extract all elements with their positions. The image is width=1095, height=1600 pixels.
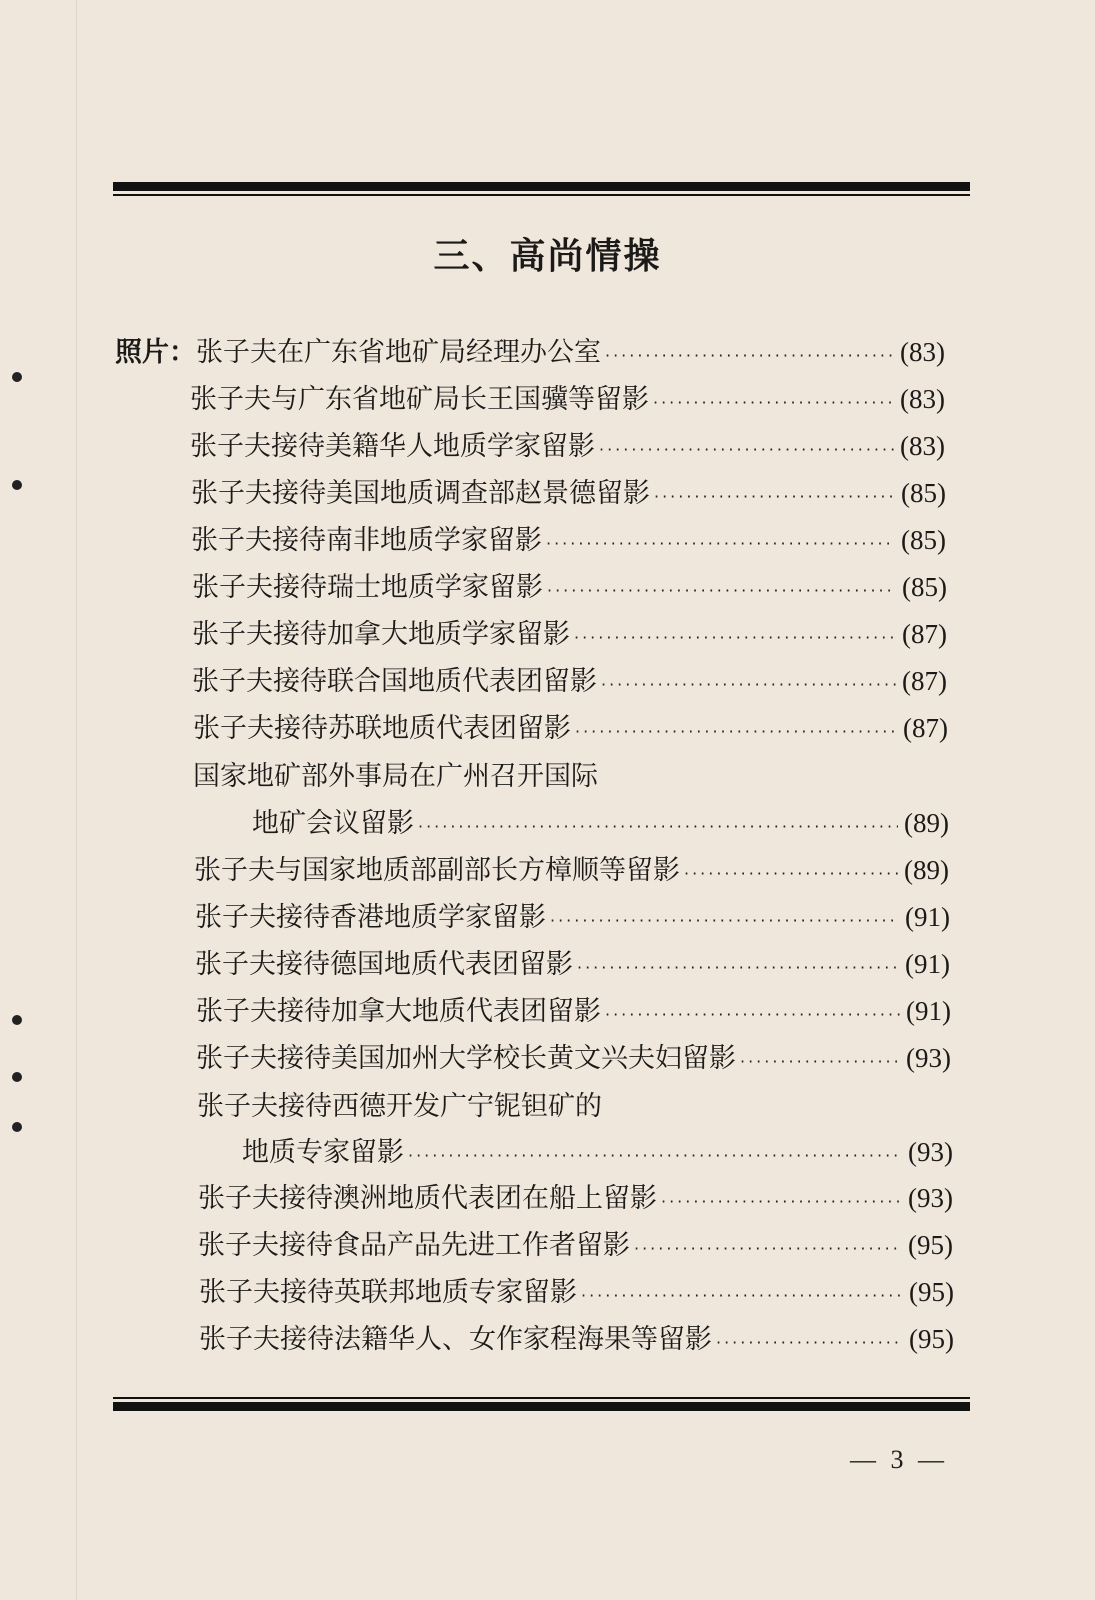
toc-entry-line1 [193, 760, 948, 794]
binding-hole-mark [12, 480, 22, 490]
binding-hole-mark [12, 1072, 22, 1082]
toc-entry-title: 地质专家留影 [242, 1137, 404, 1168]
toc-entry [195, 947, 950, 985]
toc-entry-title: 张子夫接待南非地质学家留影 [191, 525, 542, 556]
toc-entry [192, 664, 947, 702]
toc-page-number: (87) [903, 713, 948, 743]
toc-entry [191, 476, 946, 514]
toc-entry [115, 335, 945, 373]
toc-entry [196, 994, 951, 1032]
dot-leader [599, 433, 894, 467]
toc-page-number: (83) [900, 337, 945, 367]
toc-entry [190, 382, 945, 420]
toc-entry [196, 1041, 951, 1079]
dot-leader [605, 339, 894, 373]
dot-leader [547, 574, 896, 608]
toc-entry [199, 1275, 954, 1313]
toc-page-number: (87) [902, 619, 947, 649]
dot-leader [575, 715, 897, 749]
toc-entry [192, 570, 947, 608]
section-title: 三、高尚情操 [433, 236, 662, 277]
toc-page-number: (91) [905, 902, 950, 932]
toc-entry [199, 1322, 954, 1360]
dot-leader [661, 1185, 902, 1219]
toc-entry [198, 1181, 953, 1219]
toc-entry-title: 张子夫接待美籍华人地质学家留影 [190, 431, 595, 462]
toc-entry-title: 张子夫接待食品产品先进工作者留影 [198, 1230, 630, 1261]
toc-page-number: (95) [908, 1230, 953, 1260]
toc-entry [252, 806, 949, 844]
toc-page-number: (95) [909, 1277, 954, 1307]
toc-entry-title: 张子夫接待苏联地质代表团留影 [193, 713, 571, 744]
toc-page-number: (91) [906, 996, 951, 1026]
toc-entry-title: 张子夫接待美国加州大学校长黄文兴夫妇留影 [196, 1043, 736, 1074]
toc-entry-title: 张子夫接待美国地质调查部赵景德留影 [191, 478, 650, 509]
toc-entry-title: 张子夫接待西德开发广宁铌钽矿的 [197, 1091, 602, 1122]
toc-entry-title: 张子夫与广东省地矿局长王国骥等留影 [190, 384, 649, 415]
toc-page-number: (83) [900, 431, 945, 461]
dot-leader [740, 1045, 900, 1079]
toc-entry-title: 张子夫在广东省地矿局经理办公室 [196, 337, 601, 368]
toc-entry-title: 张子夫接待英联邦地质专家留影 [199, 1277, 577, 1308]
toc-entry [242, 1135, 953, 1173]
toc-page-number: (93) [908, 1183, 953, 1213]
toc-entry-line1 [197, 1090, 952, 1124]
toc-page-number: (85) [901, 478, 946, 508]
dot-leader [418, 810, 898, 844]
dot-leader [605, 998, 900, 1032]
binding-hole-mark [12, 372, 22, 382]
toc-entry-title: 张子夫接待联合国地质代表团留影 [192, 666, 597, 697]
dot-leader [684, 857, 898, 891]
toc-page-number: (85) [901, 525, 946, 555]
page-number: — 3 — [850, 1445, 948, 1474]
toc-entry-title: 张子夫接待澳洲地质代表团在船上留影 [198, 1183, 657, 1214]
dot-leader [601, 668, 896, 702]
toc-entry [195, 900, 950, 938]
toc-entry [190, 429, 945, 467]
toc-page-number: (93) [908, 1137, 953, 1167]
photo-prefix: 照片： [115, 337, 196, 368]
toc-page-number: (89) [904, 855, 949, 885]
binding-hole-mark [12, 1122, 22, 1132]
toc-entry-title: 国家地矿部外事局在广州召开国际 [193, 761, 598, 792]
dot-leader [574, 621, 896, 655]
bottom-double-rule [113, 1397, 970, 1411]
dot-leader [716, 1326, 903, 1360]
toc-entry-title: 张子夫接待加拿大地质学家留影 [192, 619, 570, 650]
toc-page-number: (93) [906, 1043, 951, 1073]
toc-page-number: (95) [909, 1324, 954, 1354]
toc-entry [193, 711, 948, 749]
toc-entry [198, 1228, 953, 1266]
top-double-rule [113, 182, 970, 196]
toc-page-number: (87) [902, 666, 947, 696]
toc-entry-title: 张子夫接待加拿大地质代表团留影 [196, 996, 601, 1027]
toc-entry-title: 张子夫接待香港地质学家留影 [195, 902, 546, 933]
dot-leader [653, 386, 894, 420]
toc-entry [194, 853, 949, 891]
toc-entry-title: 张子夫接待德国地质代表团留影 [195, 949, 573, 980]
dot-leader [581, 1279, 903, 1313]
toc-entry [191, 523, 946, 561]
toc-entry-title: 张子夫与国家地质部副部长方樟顺等留影 [194, 855, 680, 886]
dot-leader [550, 904, 899, 938]
toc-entry-title: 张子夫接待瑞士地质学家留影 [192, 572, 543, 603]
dot-leader [546, 527, 895, 561]
toc-page-number: (89) [904, 808, 949, 838]
toc-page-number: (85) [902, 572, 947, 602]
toc-entry-title: 张子夫接待法籍华人、女作家程海果等留影 [199, 1324, 712, 1355]
toc-entry [192, 617, 947, 655]
binding-hole-mark [12, 1015, 22, 1025]
toc-entry-title: 地矿会议留影 [252, 808, 414, 839]
toc-page-number: (91) [905, 949, 950, 979]
toc-page-number: (83) [900, 384, 945, 414]
dot-leader [654, 480, 895, 514]
dot-leader [408, 1139, 902, 1173]
dot-leader [577, 951, 899, 985]
dot-leader [634, 1232, 902, 1266]
